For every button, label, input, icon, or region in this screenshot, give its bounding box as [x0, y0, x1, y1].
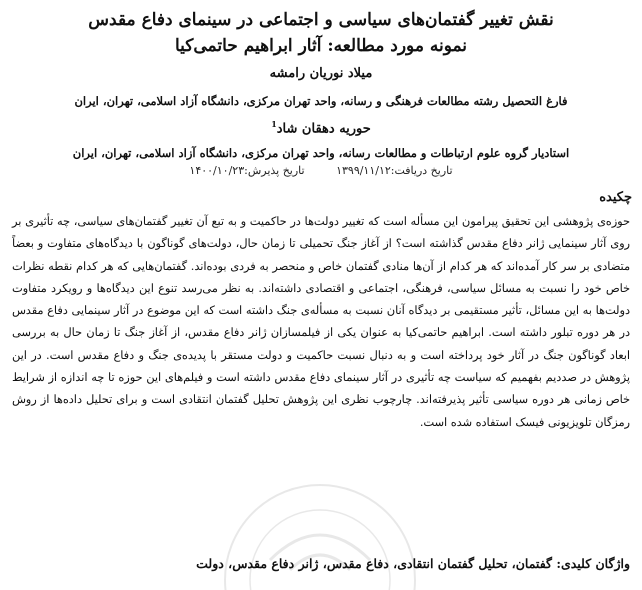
- submission-dates: [0, 163, 642, 179]
- keywords-line: [12, 554, 630, 574]
- corresponding-author-mark: 1: [271, 119, 277, 129]
- author-affiliation-2: استادیار گروه علوم ارتباطات و مطالعات رسانه، واحد تهران مرکزی، دانشگاه آزاد اسلامی، تهران، ایران: [72, 146, 570, 160]
- author-2-name: حوریه دهقان شاد: [276, 121, 371, 137]
- received-date: تاریخ دریافت:۱۳۹۹/۱۱/۱۲: [336, 164, 453, 177]
- author-affiliation-1: فارغ التحصیل رشته مطالعات فرهنگی و رسانه، واحد تهران مرکزی، دانشگاه آزاد اسلامی، تهران، ایران: [74, 94, 568, 108]
- paper-title-line1: نقش تغییر گفتمان‌های سیاسی و اجتماعی در سینمای دفاع مقدس: [88, 10, 554, 30]
- accepted-date: تاریخ پذیرش:۱۴۰۰/۱۰/۲۳: [189, 164, 305, 177]
- author-name-1: میلاد نوریان رامشه: [269, 66, 373, 81]
- keywords-label: واژگان کلیدی:: [556, 556, 630, 571]
- abstract-heading: چکیده: [599, 190, 632, 205]
- author-name-2: [0, 114, 642, 139]
- keywords-list: گفتمان، تحلیل گفتمان انتقادی، دفاع مقدس، ژانر دفاع مقدس، دولت: [196, 556, 552, 571]
- abstract-body: حوزه‌ی پژوهشی این تحقیق پیرامون این مسأله است که تغییر دولت‌ها در حاکمیت و به تبع آن تغییر گفتمان‌های سیاسی، چه تأثیری بر روی آثار سینمایی ژانر دفاع مقدس گذاشته است؟ از آغاز جنگ تحمیلی تا زمان حال، دولت‌های گوناگون با دیدگاه‌های متفاوت و بعضاً متضادی بر سر کار آمده‌اند که هر کدام از آن‌ها منادی گفتمان خاص و منحصر به فردی بوده‌اند. گفتمان‌هایی که هر کدام نقطه نظرات خاص خود را نسبت به مسائل سیاسی، فرهنگی، اجتماعی و اقتصادی داشته‌اند. به نظر می‌رسد تنوع این دیدگاه‌ها و رویکرد متفاوت دولت‌ها به این مسائل، تأثیر مستقیمی بر دیدگاه آنان نسبت به مسأله‌ی جنگ داشته است که این موضوع در آثار سینمایی دفاع مقدس در هر دوره تبلور داشته است. ابراهیم حاتمی‌کیا به عنوان یکی از فیلمسازان ژانر دفاع مقدس، از آغاز جنگ تا زمان حال به بررسی ابعاد گوناگون جنگ در آثار خود پرداخته است و به دنبال نسبت حاکمیت و دولت مستقر با پدیده‌ی جنگ و دفاع مقدس است. در این پژوهش در صددیم بفهمیم که سیاست چه تأثیری در آثار سینمای دفاع مقدس داشته است و فیلم‌های این حوزه تا چه اندازه از شرایط خاص زمانی هر دوره سیاسی تأثیر پذیرفته‌اند. چارچوب نظری این پژوهش تحلیل گفتمان انتقادی است و برای تحلیل داده‌ها از روش رمزگان تلویزیونی فیسک استفاده شده است.: [12, 215, 630, 429]
- paper-title-line2: نمونه مورد مطالعه: آثار ابراهیم حاتمی‌کیا: [174, 36, 468, 56]
